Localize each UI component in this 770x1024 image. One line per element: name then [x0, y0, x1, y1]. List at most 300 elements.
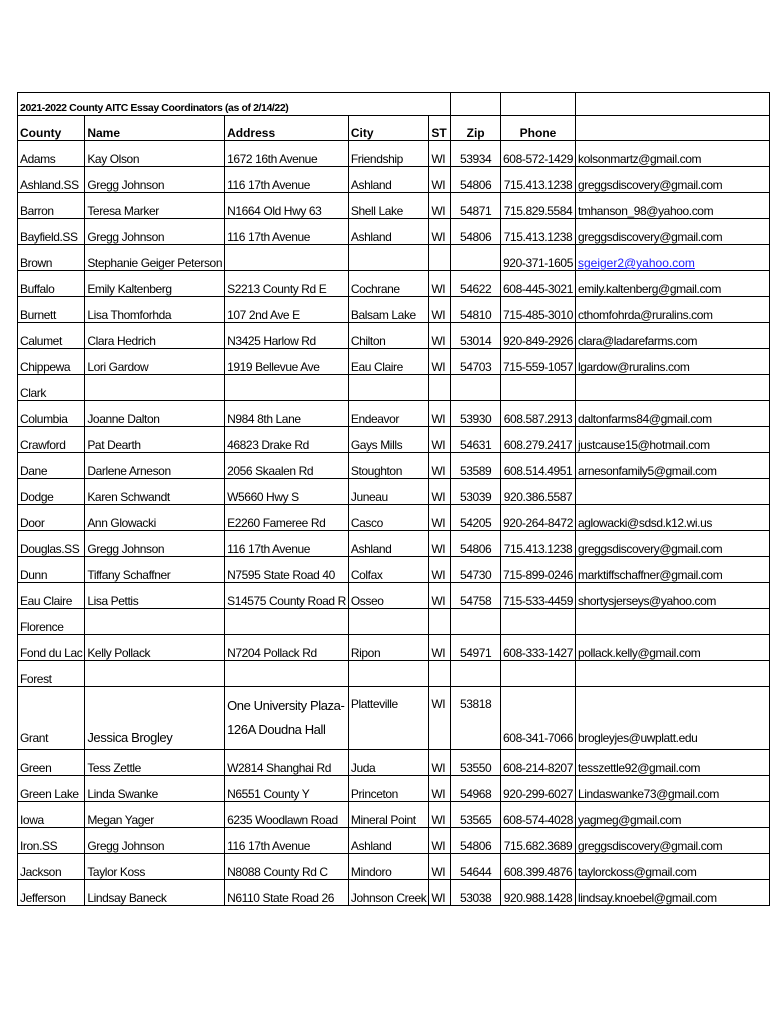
cell-address-text: S14575 County Road R	[227, 594, 346, 608]
cell-st	[429, 479, 451, 505]
cell-county-text: Ashland.SS	[20, 178, 79, 192]
cell-phone-text: 608-214-8207	[503, 761, 573, 775]
cell-zip	[451, 531, 501, 557]
cell-email	[575, 854, 769, 880]
cell-st	[429, 349, 451, 375]
header-address: Address	[225, 116, 349, 141]
cell-st-text: WI	[431, 865, 446, 879]
cell-zip	[451, 583, 501, 609]
cell-county	[18, 802, 85, 828]
cell-email-text: greggsdiscovery@gmail.com	[577, 839, 723, 853]
cell-name	[85, 141, 225, 167]
cell-zip	[451, 776, 501, 802]
table-row	[18, 297, 770, 323]
cell-st	[429, 297, 451, 323]
cell-name	[85, 479, 225, 505]
cell-st	[429, 505, 451, 531]
cell-phone	[501, 193, 576, 219]
cell-name	[85, 505, 225, 531]
cell-county-text: Jackson	[20, 865, 62, 879]
header-row	[18, 116, 770, 141]
cell-name	[85, 635, 225, 661]
cell-zip-text: 53038	[459, 891, 492, 905]
cell-phone	[501, 453, 576, 479]
cell-name	[85, 609, 225, 635]
cell-county-text: Brown	[20, 256, 53, 270]
cell-st-text: WI	[431, 152, 446, 166]
cell-email-text: greggsdiscovery@gmail.com	[577, 178, 723, 192]
table-row	[18, 479, 770, 505]
cell-email	[575, 323, 769, 349]
cell-address-text: N984 8th Lane	[227, 412, 301, 426]
cell-name-text: Taylor Koss	[87, 865, 145, 879]
cell-st-text: WI	[431, 282, 446, 296]
sheet-title-text: 2021-2022 County AITC Essay Coordinators (as of 2/14/22)	[20, 102, 289, 114]
cell-phone	[501, 776, 576, 802]
cell-address	[225, 271, 349, 297]
cell-city-text: Endeavor	[350, 412, 400, 426]
cell-city	[348, 349, 429, 375]
cell-city-text: Juneau	[350, 490, 388, 504]
empty-cell	[451, 93, 501, 116]
cell-county-text: Columbia	[20, 412, 68, 426]
cell-address	[225, 802, 349, 828]
cell-zip-text: 54631	[459, 438, 492, 452]
cell-city	[348, 828, 429, 854]
cell-st-text: WI	[431, 464, 446, 478]
cell-name	[85, 583, 225, 609]
cell-county-text: Douglas.SS	[20, 542, 80, 556]
cell-address-text: N6110 State Road 26	[227, 891, 335, 905]
cell-city	[348, 427, 429, 453]
cell-st	[429, 141, 451, 167]
cell-county-text: Iowa	[20, 813, 44, 827]
cell-county	[18, 297, 85, 323]
cell-city	[348, 245, 429, 271]
cell-address	[225, 453, 349, 479]
cell-county	[18, 141, 85, 167]
cell-name	[85, 750, 225, 776]
cell-county-text: Eau Claire	[20, 594, 73, 608]
cell-email	[575, 828, 769, 854]
cell-city-text: Gays Mills	[350, 438, 403, 452]
cell-phone	[501, 750, 576, 776]
cell-address	[225, 854, 349, 880]
cell-county-text: Iron.SS	[20, 839, 58, 853]
cell-name	[85, 401, 225, 427]
cell-city	[348, 141, 429, 167]
email-link[interactable]: sgeiger2@yahoo.com	[577, 256, 695, 270]
cell-email	[575, 401, 769, 427]
cell-zip-text: 54806	[459, 839, 492, 853]
cell-county	[18, 880, 85, 906]
cell-city-text: Ashland	[350, 542, 392, 556]
cell-zip-text: 53014	[459, 334, 492, 348]
cell-city-text: Chilton	[350, 334, 386, 348]
cell-zip-text: 53934	[459, 152, 492, 166]
table-row	[18, 776, 770, 802]
cell-address-text: W5660 Hwy S	[227, 490, 299, 504]
cell-email	[575, 375, 769, 401]
cell-city-text: Colfax	[350, 568, 383, 582]
cell-phone-text: 920-299-6027	[503, 787, 573, 801]
cell-phone	[501, 141, 576, 167]
cell-name-text: Pat Dearth	[87, 438, 141, 452]
cell-address-text: N3425 Harlow Rd	[227, 334, 316, 348]
cell-address-text: 116 17th Avenue	[227, 542, 311, 556]
cell-city	[348, 271, 429, 297]
cell-zip	[451, 323, 501, 349]
cell-county	[18, 854, 85, 880]
cell-zip	[451, 828, 501, 854]
cell-name	[85, 245, 225, 271]
cell-county-text: Green	[20, 761, 52, 775]
cell-city	[348, 750, 429, 776]
cell-phone-text: 715.413.1238	[503, 178, 573, 192]
header-email	[575, 116, 769, 141]
cell-address-text: 116 17th Avenue	[227, 178, 311, 192]
sheet-title	[18, 93, 451, 116]
table-row	[18, 635, 770, 661]
cell-address	[225, 427, 349, 453]
cell-city-text: Johnson Creek	[350, 891, 427, 905]
cell-st	[429, 453, 451, 479]
cell-city-text: Juda	[350, 761, 376, 775]
cell-st-text: WI	[431, 308, 446, 322]
cell-name-text: Kelly Pollack	[87, 646, 151, 660]
cell-st	[429, 802, 451, 828]
cell-county	[18, 750, 85, 776]
cell-phone	[501, 880, 576, 906]
cell-st	[429, 583, 451, 609]
cell-address	[225, 479, 349, 505]
cell-city	[348, 323, 429, 349]
cell-address-text: 2056 Skaalen Rd	[227, 464, 314, 478]
cell-name	[85, 854, 225, 880]
cell-county	[18, 349, 85, 375]
cell-email	[575, 750, 769, 776]
cell-st-text: WI	[431, 787, 446, 801]
cell-county	[18, 557, 85, 583]
cell-county	[18, 776, 85, 802]
cell-address	[225, 661, 349, 687]
cell-name-text: Darlene Arneson	[87, 464, 171, 478]
cell-address-text: 116 17th Avenue	[227, 230, 311, 244]
cell-phone-text: 608-341-7066	[503, 731, 573, 745]
cell-st-text: WI	[431, 204, 446, 218]
cell-name	[85, 661, 225, 687]
table-row	[18, 141, 770, 167]
cell-address	[225, 193, 349, 219]
table-row	[18, 245, 770, 271]
cell-zip-text: 53930	[459, 412, 492, 426]
cell-phone-text: 920-264-8472	[503, 516, 573, 530]
cell-st-text: WI	[431, 490, 446, 504]
cell-city	[348, 219, 429, 245]
cell-zip	[451, 557, 501, 583]
cell-address	[225, 750, 349, 776]
cell-address-text: One University Plaza-126A Doudna Hall	[227, 698, 345, 737]
cell-city	[348, 802, 429, 828]
cell-county-text: Adams	[20, 152, 56, 166]
cell-st-text: WI	[431, 697, 446, 711]
cell-st	[429, 776, 451, 802]
cell-county	[18, 167, 85, 193]
table-row	[18, 219, 770, 245]
cell-phone	[501, 271, 576, 297]
cell-zip	[451, 141, 501, 167]
cell-name-text: Clara Hedrich	[87, 334, 156, 348]
cell-phone	[501, 323, 576, 349]
cell-st	[429, 167, 451, 193]
cell-county	[18, 828, 85, 854]
cell-name-text: Gregg Johnson	[87, 230, 165, 244]
cell-zip	[451, 271, 501, 297]
cell-name-text: Tiffany Schaffner	[87, 568, 171, 582]
cell-email	[575, 776, 769, 802]
cell-phone-text: 608-333-1427	[503, 646, 573, 660]
cell-zip-text: 53550	[459, 761, 492, 775]
cell-zip	[451, 661, 501, 687]
cell-email	[575, 609, 769, 635]
cell-address-text: S2213 County Rd E	[227, 282, 327, 296]
cell-email	[575, 427, 769, 453]
cell-city-text: Ripon	[350, 646, 381, 660]
cell-zip	[451, 750, 501, 776]
cell-county-text: Door	[20, 516, 45, 530]
cell-phone-text: 715-899-0246	[503, 568, 573, 582]
cell-county-text: Florence	[20, 620, 64, 634]
cell-county-text: Burnett	[20, 308, 56, 322]
cell-name	[85, 531, 225, 557]
cell-name-text: Emily Kaltenberg	[87, 282, 172, 296]
cell-name-text: Teresa Marker	[87, 204, 159, 218]
cell-email-text: brogleyjes@uwplatt.edu	[577, 731, 698, 745]
cell-email-text: greggsdiscovery@gmail.com	[577, 542, 723, 556]
cell-address	[225, 828, 349, 854]
cell-phone	[501, 297, 576, 323]
cell-email	[575, 557, 769, 583]
cell-email-text: arnesonfamily5@gmail.com	[577, 464, 717, 478]
cell-email-text: lgardow@ruralins.com	[577, 360, 690, 374]
cell-st-text: WI	[431, 594, 446, 608]
empty-cell	[575, 93, 769, 116]
table-row	[18, 854, 770, 880]
cell-address	[225, 323, 349, 349]
cell-zip	[451, 375, 501, 401]
cell-county	[18, 375, 85, 401]
cell-city	[348, 505, 429, 531]
cell-email-text: daltonfarms84@gmail.com	[577, 412, 712, 426]
cell-email-text: emily.kaltenberg@gmail.com	[577, 282, 721, 296]
table-row	[18, 349, 770, 375]
cell-phone-text: 608-445-3021	[503, 282, 573, 296]
cell-name	[85, 297, 225, 323]
cell-zip	[451, 854, 501, 880]
cell-zip-text: 53039	[459, 490, 492, 504]
cell-zip	[451, 167, 501, 193]
cell-address	[225, 609, 349, 635]
cell-zip-text: 54806	[459, 542, 492, 556]
cell-phone-text: 608.279.2417	[503, 438, 573, 452]
cell-phone	[501, 828, 576, 854]
cell-zip	[451, 193, 501, 219]
table-row	[18, 401, 770, 427]
cell-city	[348, 609, 429, 635]
table-row	[18, 531, 770, 557]
cell-name-text: Lisa Pettis	[87, 594, 139, 608]
cell-county-text: Buffalo	[20, 282, 55, 296]
cell-phone-text: 715.682.3689	[503, 839, 573, 853]
cell-name	[85, 375, 225, 401]
cell-phone-text: 715-533-4459	[503, 594, 573, 608]
cell-st	[429, 661, 451, 687]
cell-email-text: lindsay.knoebel@gmail.com	[577, 891, 717, 905]
cell-phone-text: 608.399.4876	[503, 865, 573, 879]
cell-zip-text: 53565	[459, 813, 492, 827]
cell-email-text: Lindaswanke73@gmail.com	[577, 787, 720, 801]
table-row	[18, 583, 770, 609]
cell-email	[575, 453, 769, 479]
cell-st	[429, 635, 451, 661]
cell-email	[575, 531, 769, 557]
cell-phone-text: 920.988.1428	[503, 891, 573, 905]
cell-county	[18, 479, 85, 505]
cell-address	[225, 167, 349, 193]
table-row	[18, 828, 770, 854]
cell-county-text: Dunn	[20, 568, 48, 582]
cell-city	[348, 776, 429, 802]
cell-phone	[501, 661, 576, 687]
cell-phone-text: 715-485-3010	[503, 308, 573, 322]
cell-phone-text: 608.587.2913	[503, 412, 573, 426]
cell-county	[18, 401, 85, 427]
cell-county-text: Dodge	[20, 490, 54, 504]
cell-name-text: Lindsay Baneck	[87, 891, 167, 905]
cell-county	[18, 583, 85, 609]
cell-phone	[501, 583, 576, 609]
cell-name	[85, 219, 225, 245]
cell-zip-text: 54730	[459, 568, 492, 582]
cell-address	[225, 557, 349, 583]
cell-county	[18, 453, 85, 479]
cell-email-text: greggsdiscovery@gmail.com	[577, 230, 723, 244]
cell-city	[348, 375, 429, 401]
cell-phone	[501, 531, 576, 557]
cell-address	[225, 635, 349, 661]
cell-phone	[501, 427, 576, 453]
table-row	[18, 880, 770, 906]
cell-email-text: taylorckoss@gmail.com	[577, 865, 697, 879]
table-row	[18, 375, 770, 401]
cell-email	[575, 583, 769, 609]
cell-address	[225, 776, 349, 802]
cell-county-text: Jefferson	[20, 891, 66, 905]
cell-name-text: Linda Swanke	[87, 787, 158, 801]
cell-name	[85, 193, 225, 219]
cell-st-text: WI	[431, 839, 446, 853]
cell-st	[429, 323, 451, 349]
cell-email-text: tmhanson_98@yahoo.com	[577, 204, 714, 218]
cell-address	[225, 531, 349, 557]
cell-zip	[451, 245, 501, 271]
cell-city-text: Stoughton	[350, 464, 402, 478]
cell-city	[348, 167, 429, 193]
cell-phone-text: 608-572-1429	[503, 152, 573, 166]
cell-st	[429, 609, 451, 635]
cell-city	[348, 297, 429, 323]
cell-phone-text: 920-849-2926	[503, 334, 573, 348]
cell-name	[85, 687, 225, 750]
cell-city	[348, 687, 429, 750]
cell-email	[575, 880, 769, 906]
cell-name-text: Gregg Johnson	[87, 839, 165, 853]
cell-city	[348, 880, 429, 906]
table-body	[18, 93, 770, 906]
cell-city	[348, 661, 429, 687]
table-row	[18, 271, 770, 297]
cell-city	[348, 401, 429, 427]
cell-county-text: Chippewa	[20, 360, 71, 374]
cell-city-text: Shell Lake	[350, 204, 403, 218]
cell-st	[429, 828, 451, 854]
cell-name-text: Karen Schwandt	[87, 490, 170, 504]
cell-email	[575, 802, 769, 828]
cell-phone	[501, 687, 576, 750]
cell-st	[429, 557, 451, 583]
cell-zip	[451, 687, 501, 750]
cell-address-text: E2260 Fameree Rd	[227, 516, 326, 530]
cell-email-text: justcause15@hotmail.com	[577, 438, 710, 452]
cell-city	[348, 479, 429, 505]
cell-address-text: 1919 Bellevue Ave	[227, 360, 320, 374]
cell-zip	[451, 505, 501, 531]
cell-zip-text: 54806	[459, 230, 492, 244]
cell-name-text: Tess Zettle	[87, 761, 141, 775]
cell-name-text: Gregg Johnson	[87, 542, 165, 556]
cell-zip-text: 54758	[459, 594, 492, 608]
cell-st-text: WI	[431, 230, 446, 244]
header-zip: Zip	[451, 116, 501, 141]
cell-zip-text: 54644	[459, 865, 492, 879]
cell-zip	[451, 349, 501, 375]
table-row	[18, 453, 770, 479]
cell-phone	[501, 505, 576, 531]
cell-name-text: Stephanie Geiger Peterson	[87, 256, 223, 270]
cell-city-text: Cochrane	[350, 282, 400, 296]
cell-county	[18, 531, 85, 557]
cell-name	[85, 776, 225, 802]
cell-address-text: 107 2nd Ave E	[227, 308, 300, 322]
cell-county	[18, 635, 85, 661]
cell-county-text: Fond du Lac	[20, 646, 83, 660]
cell-name-text: Megan Yager	[87, 813, 154, 827]
cell-st	[429, 750, 451, 776]
cell-city-text: Princeton	[350, 787, 398, 801]
cell-st-text: WI	[431, 813, 446, 827]
cell-name	[85, 880, 225, 906]
cell-name-text: Gregg Johnson	[87, 178, 165, 192]
cell-email-text: shortysjerseys@yahoo.com	[577, 594, 716, 608]
header-st: ST	[429, 116, 451, 141]
cell-phone-text: 608-574-4028	[503, 813, 573, 827]
cell-address-text: N7595 State Road 40	[227, 568, 335, 582]
table-row	[18, 167, 770, 193]
cell-zip-text: 53818	[459, 697, 492, 711]
cell-city-text: Ashland	[350, 178, 392, 192]
cell-county-text: Barron	[20, 204, 54, 218]
cell-name	[85, 453, 225, 479]
